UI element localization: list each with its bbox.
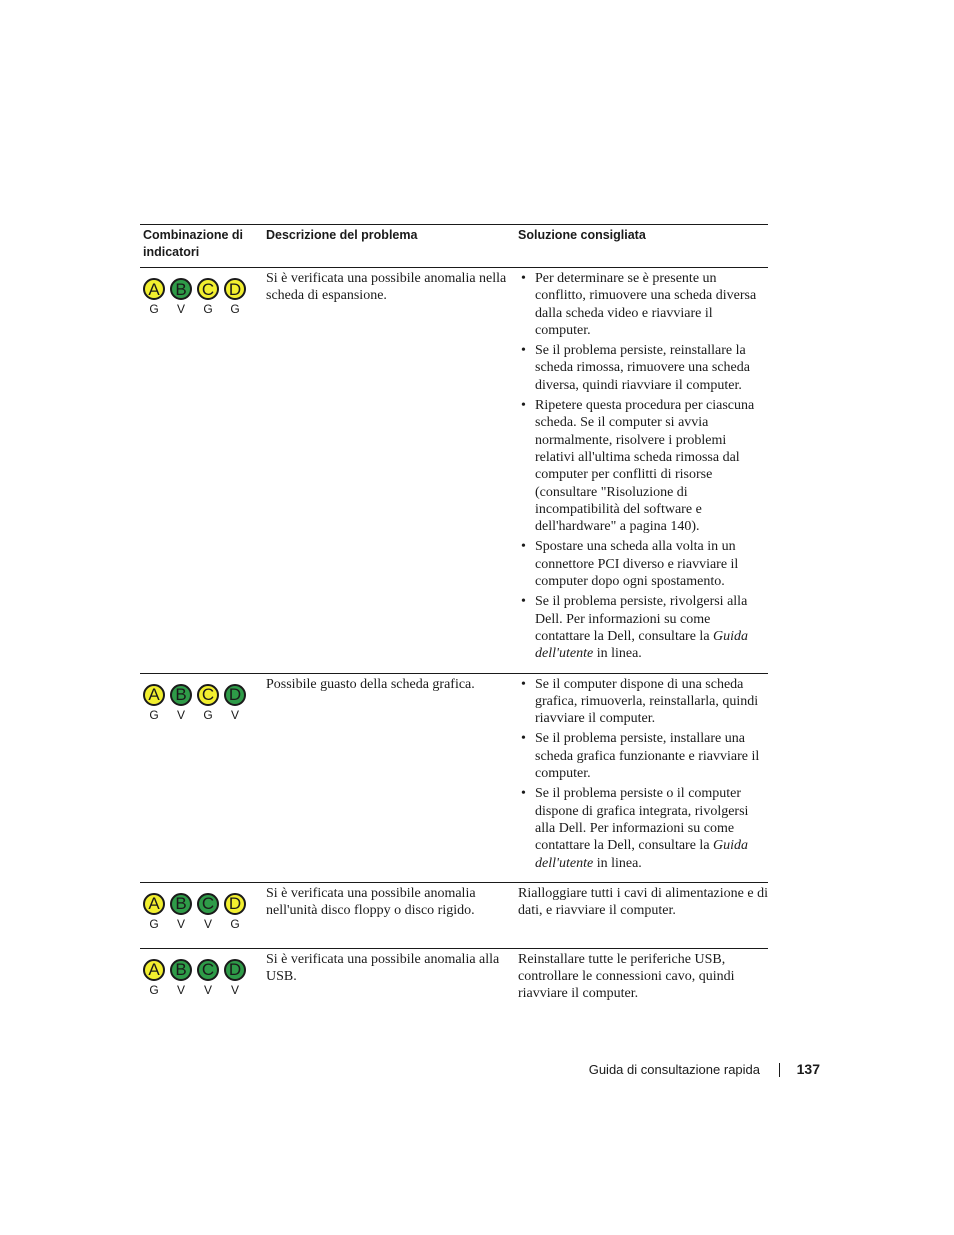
- led-b-code: V: [176, 707, 185, 722]
- led-b-icon: B: [170, 684, 192, 706]
- problem-description: Si è verificata una possibile anomalia nella scheda di espansione.: [263, 268, 515, 674]
- table-row: [140, 268, 768, 674]
- page-footer: [540, 1061, 820, 1081]
- solution-cell: [515, 673, 768, 882]
- solution-item-text-end: in linea.: [596, 855, 642, 871]
- solution-cell: [515, 268, 768, 674]
- solution-text: Rialloggiare tutti i cavi di alimentazione e di dati, e riavviare il computer.: [515, 882, 768, 948]
- led-d-code: G: [230, 302, 240, 316]
- solution-item: [518, 593, 760, 662]
- led-a-icon: A: [143, 278, 165, 300]
- led-c-code: G: [203, 707, 213, 722]
- solution-item: • Per determinare se è presente un conflitto, rimuovere una scheda diversa dalla scheda video e riavviare il computer.: [518, 270, 760, 339]
- led-c-icon: C: [197, 684, 219, 706]
- led-a-icon: A: [143, 684, 165, 706]
- led-a-code: G: [149, 707, 159, 722]
- led-indicators: [143, 959, 263, 981]
- led-a-code: G: [149, 982, 159, 997]
- led-c-code: G: [203, 302, 213, 316]
- led-indicators: [143, 893, 263, 915]
- solution-list: [518, 270, 768, 663]
- page-number: 137: [796, 1061, 820, 1077]
- solution-item-text: Se il problema persiste o il computer dispone di grafica integrata, rivolgersi alla Dell. Per informazioni su come contattare la Dell, consultare la: [535, 786, 749, 854]
- table-row: [140, 673, 768, 882]
- led-indicators: [143, 278, 263, 300]
- led-b-code: V: [176, 302, 185, 316]
- led-d-icon: D: [224, 278, 246, 300]
- solution-item: [518, 785, 760, 871]
- table-header-row: [140, 225, 768, 268]
- led-d-code: V: [230, 707, 239, 722]
- led-color-codes: [143, 983, 263, 998]
- led-color-codes: [143, 302, 263, 317]
- led-b-icon: B: [170, 278, 192, 300]
- light-combination-cell: [140, 268, 263, 674]
- led-b-code: V: [176, 982, 185, 997]
- footer-label: Guida di consultazione rapida: [588, 1062, 760, 1077]
- light-combination-cell: [140, 673, 263, 882]
- led-color-codes: [143, 708, 263, 723]
- solution-list: [518, 676, 768, 872]
- led-a-icon: A: [143, 893, 165, 915]
- led-b-code: V: [176, 916, 185, 931]
- header-recommended-solution: Soluzione consigliata: [515, 225, 768, 268]
- problem-description: Si è verificata una possibile anomalia alla USB.: [266, 951, 500, 985]
- solution-item-text-end: in linea.: [596, 646, 642, 662]
- led-c-code: V: [203, 982, 212, 997]
- table-row: [140, 948, 768, 1009]
- led-c-code: V: [203, 916, 212, 931]
- problem-description: Possibile guasto della scheda grafica.: [263, 673, 515, 882]
- problem-description: Si è verificata una possibile anomalia nell'unità disco floppy o disco rigido.: [263, 882, 515, 948]
- led-d-code: V: [230, 982, 239, 997]
- led-d-icon: D: [224, 893, 246, 915]
- led-d-icon: D: [224, 684, 246, 706]
- led-indicators: [143, 684, 263, 706]
- led-c-icon: C: [197, 959, 219, 981]
- led-a-code: G: [149, 302, 159, 316]
- header-light-combination: Combinazione di indicatori: [140, 225, 263, 268]
- light-combination-cell: [140, 948, 263, 1009]
- solution-item: • Ripetere questa procedura per ciascuna scheda. Se il computer si avvia normalmente, risolvere i problemi relativi all'ultima scheda rimossa dal computer per conflitti di risorse (consultare "Risoluzione di incompatibilità del software e dell'hardware" a pagina 140).: [518, 397, 760, 535]
- led-c-icon: C: [197, 893, 219, 915]
- user-guide-reference: Guida dell'utente: [535, 628, 749, 662]
- header-problem-description: Descrizione del problema: [263, 225, 515, 268]
- led-a-icon: A: [143, 959, 165, 981]
- table-row: [140, 882, 768, 948]
- solution-text: Reinstallare tutte le periferiche USB, controllare le connessioni cavo, quindi riavviare il computer.: [518, 951, 735, 1002]
- solution-item: • Se il problema persiste, installare una scheda grafica funzionante e riavviare il computer.: [518, 730, 760, 782]
- led-c-icon: C: [197, 278, 219, 300]
- solution-item: • Se il problema persiste, reinstallare la scheda rimossa, rimuovere una scheda diversa, quindi riavviare il computer.: [518, 342, 760, 394]
- diagnostic-lights-table: [140, 224, 768, 1010]
- solution-item-text: Se il problema persiste, rivolgersi alla Dell. Per informazioni su come contattare la Dell, consultare la: [535, 594, 748, 644]
- light-combination-cell: [140, 882, 263, 948]
- led-d-icon: D: [224, 959, 246, 981]
- led-color-codes: [143, 917, 263, 932]
- led-a-code: G: [149, 916, 159, 931]
- solution-item: • Spostare una scheda alla volta in un connettore PCI diverso e riavviare il computer dopo ogni spostamento.: [518, 538, 760, 590]
- solution-item: • Se il computer dispone di una scheda grafica, rimuoverla, reinstallarla, quindi riavviare il computer.: [518, 676, 760, 728]
- led-d-code: G: [230, 916, 240, 931]
- led-b-icon: B: [170, 959, 192, 981]
- led-b-icon: B: [170, 893, 192, 915]
- footer-divider: [779, 1063, 780, 1077]
- user-guide-reference: Guida dell'utente: [535, 838, 749, 871]
